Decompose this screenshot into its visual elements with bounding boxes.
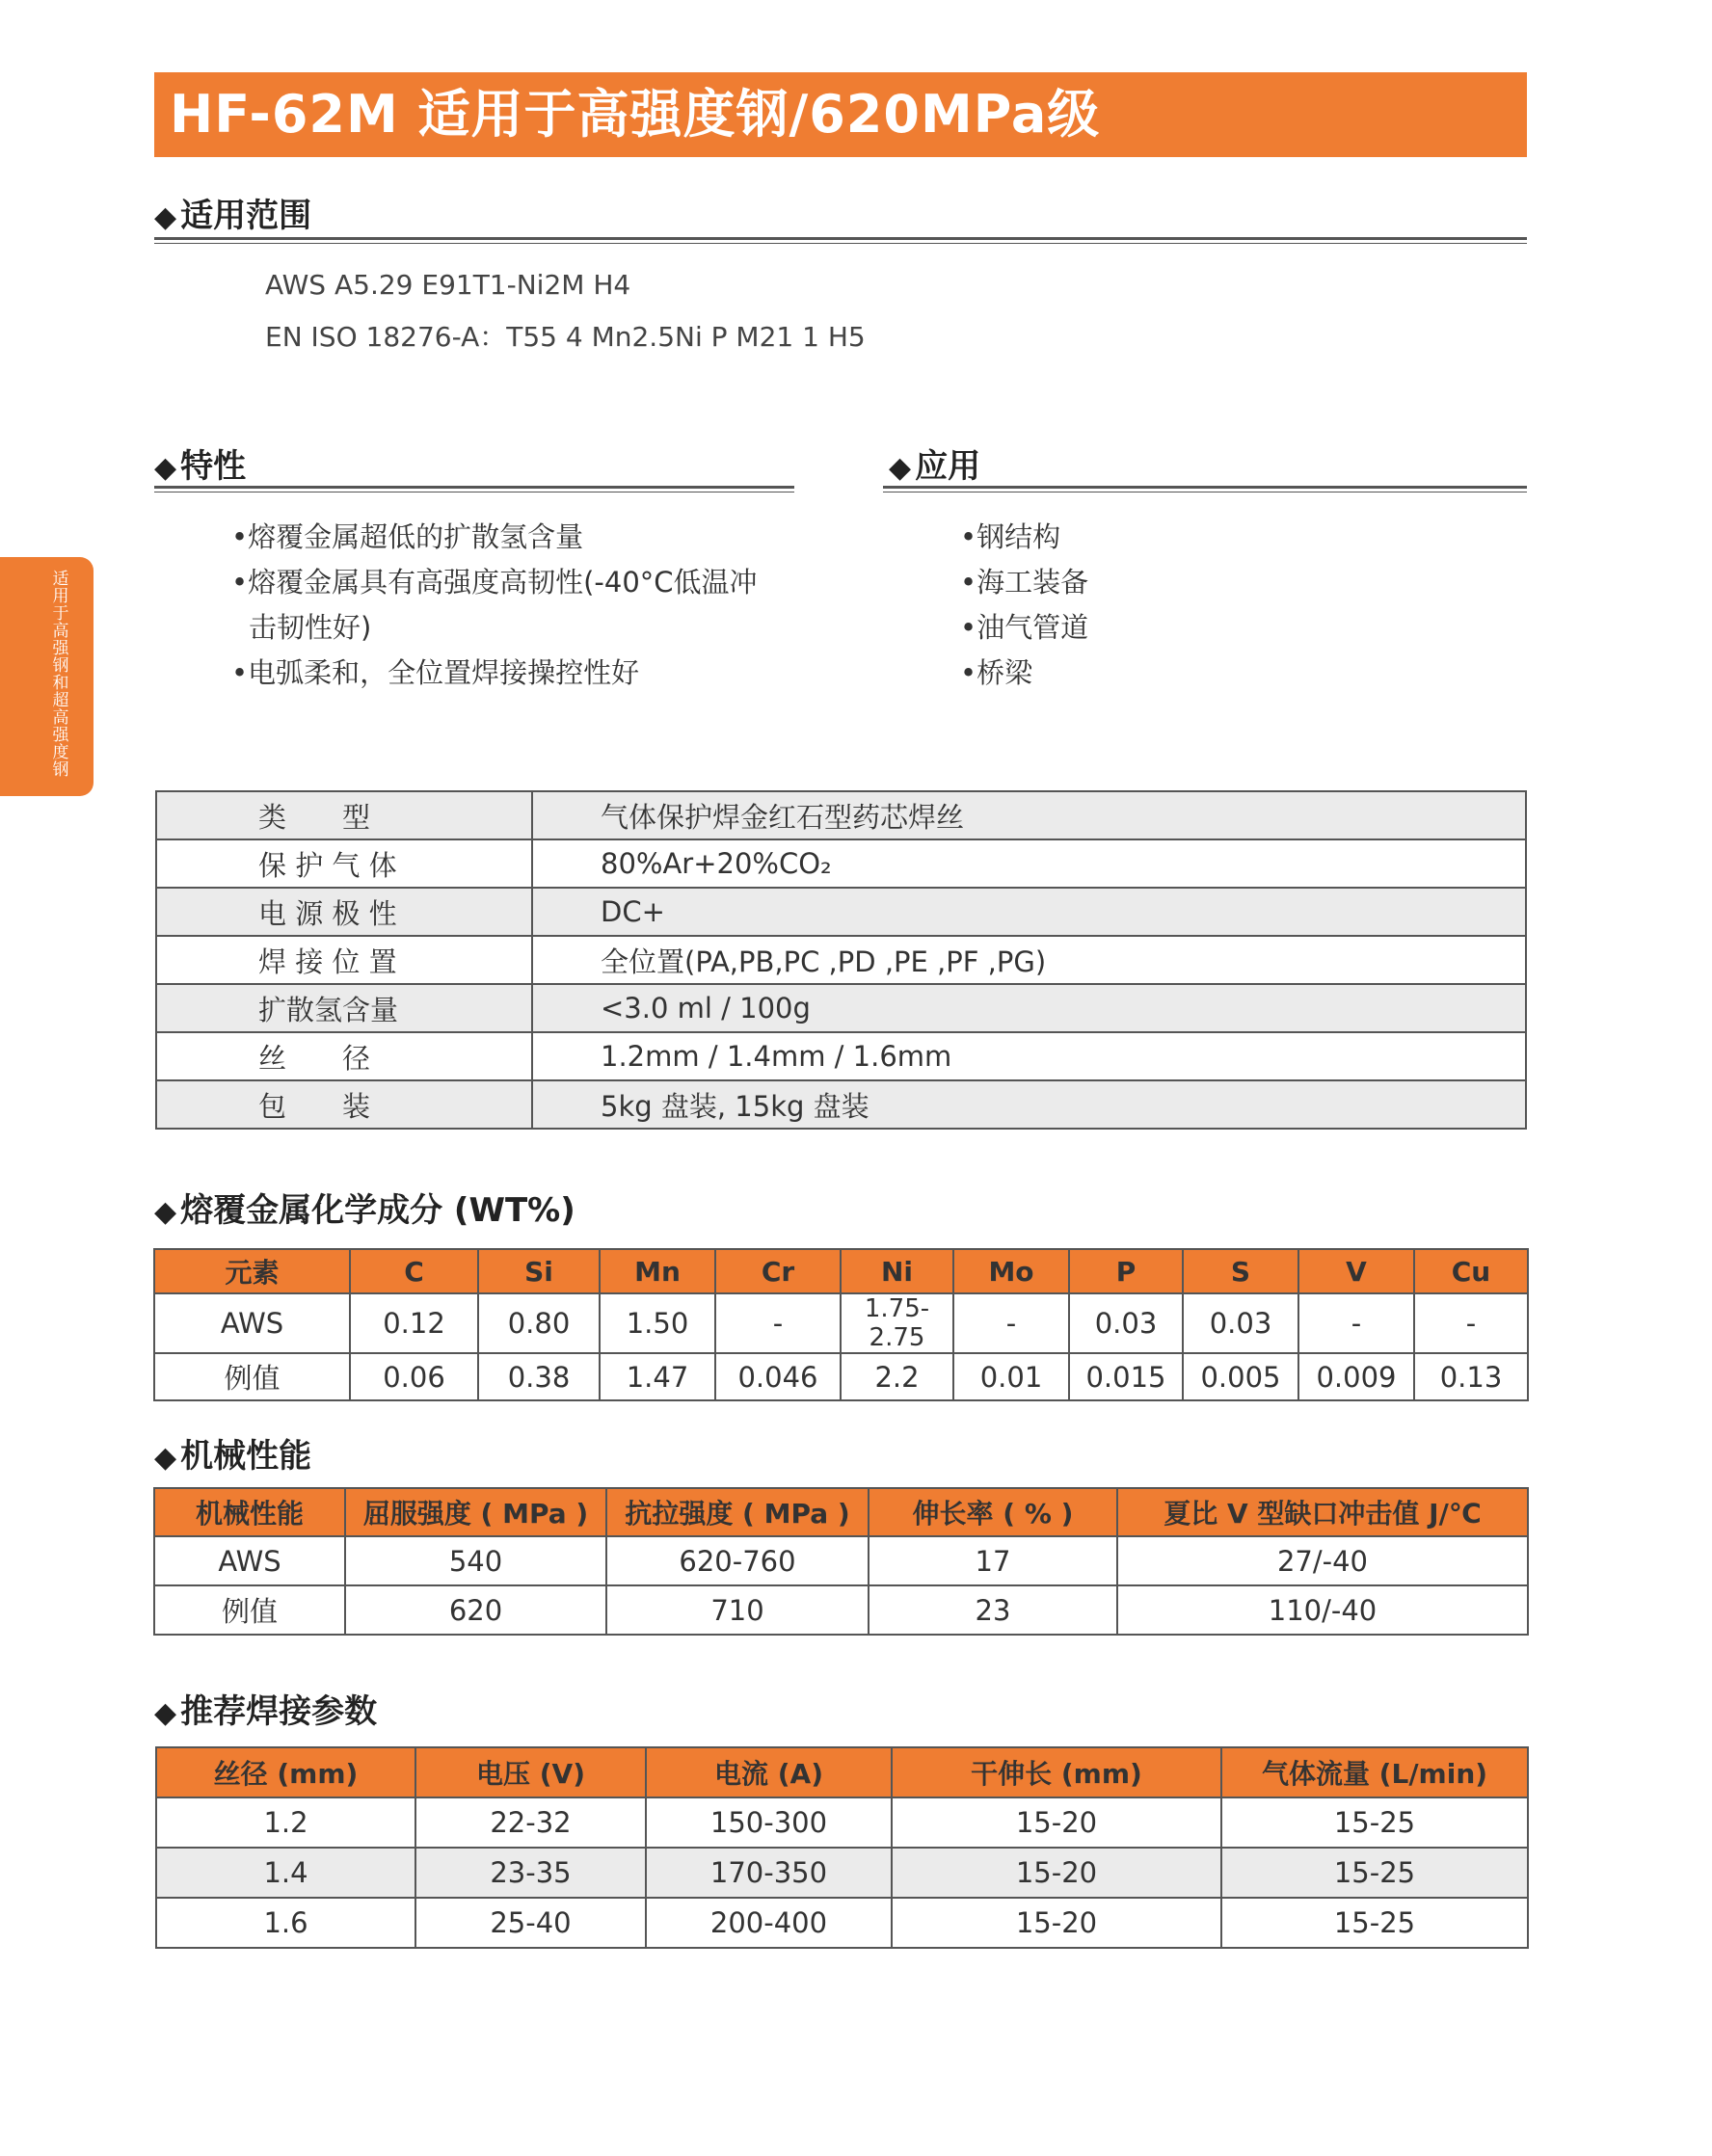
- spec-key: 类 型: [156, 791, 532, 839]
- table-row: [154, 1585, 1528, 1635]
- column-header: Ni: [841, 1249, 953, 1293]
- spec-value: <3.0 ml / 100g: [532, 984, 1526, 1032]
- table-header-row: [156, 1747, 1528, 1797]
- table-cell: 0.06: [350, 1353, 478, 1400]
- table-cell: 0.03: [1069, 1293, 1183, 1353]
- applications-heading: ◆ 应用: [889, 447, 981, 486]
- diamond-icon: ◆: [154, 451, 177, 485]
- diamond-icon: ◆: [154, 1441, 177, 1475]
- spec-key: 包 装: [156, 1080, 532, 1129]
- column-header: S: [1183, 1249, 1298, 1293]
- column-header: 抗拉强度 ( MPa ): [606, 1488, 869, 1536]
- applications-list: [960, 515, 1088, 696]
- table-cell: 例值: [154, 1353, 350, 1400]
- table-row: [156, 1898, 1528, 1948]
- table-cell: 15-25: [1221, 1848, 1528, 1898]
- diamond-icon: ◆: [889, 451, 912, 485]
- chem-table: [153, 1248, 1529, 1401]
- spec-key: 电 源 极 性: [156, 888, 532, 936]
- table-header-row: [154, 1249, 1528, 1293]
- spec-key: 丝 径: [156, 1032, 532, 1080]
- table-cell: 1.4: [156, 1848, 415, 1898]
- side-tab-label: 适用于高强钢和超高强度钢: [52, 570, 69, 780]
- features-heading: ◆ 特性: [154, 447, 247, 486]
- table-cell: 620-760: [606, 1536, 869, 1585]
- diamond-icon: ◆: [154, 1696, 177, 1730]
- table-cell: 23-35: [415, 1848, 646, 1898]
- table-cell: 1.47: [600, 1353, 715, 1400]
- column-header: 气体流量 (L/min): [1221, 1747, 1528, 1797]
- spec-key: 扩散氢含量: [156, 984, 532, 1032]
- table-cell: 200-400: [646, 1898, 892, 1948]
- table-cell: 17: [869, 1536, 1117, 1585]
- column-header: Si: [478, 1249, 600, 1293]
- column-header: Mn: [600, 1249, 715, 1293]
- table-row: [156, 1797, 1528, 1848]
- weld-table: [155, 1746, 1529, 1949]
- diamond-icon: ◆: [154, 200, 177, 234]
- table-cell: 0.03: [1183, 1293, 1298, 1353]
- table-cell: 1.50: [600, 1293, 715, 1353]
- page-title: HF-62M 适用于高强度钢/620MPa级: [154, 72, 1527, 157]
- table-cell: -: [953, 1293, 1069, 1353]
- table-row: [156, 791, 1526, 839]
- spec-value: DC+: [532, 888, 1526, 936]
- table-cell: 150-300: [646, 1797, 892, 1848]
- side-tab: [0, 557, 94, 796]
- table-cell: 23: [869, 1585, 1117, 1635]
- scope-standard-aws: AWS A5.29 E91T1-Ni2M H4: [265, 269, 631, 301]
- table-cell: 15-25: [1221, 1898, 1528, 1948]
- spec-value: 5kg 盘装, 15kg 盘装: [532, 1080, 1526, 1129]
- table-cell: -: [1298, 1293, 1414, 1353]
- chem-heading: ◆ 熔覆金属化学成分 (WT%): [154, 1191, 575, 1230]
- table-cell: 0.38: [478, 1353, 600, 1400]
- table-cell: 27/-40: [1117, 1536, 1528, 1585]
- table-cell: 0.046: [715, 1353, 841, 1400]
- list-item: •熔覆金属具有高强度高韧性(-40°C低温冲: [231, 566, 758, 599]
- features-list: [231, 515, 758, 696]
- column-header: 机械性能: [154, 1488, 345, 1536]
- table-row: [156, 1032, 1526, 1080]
- table-cell: 1.2: [156, 1797, 415, 1848]
- features-rule: [154, 486, 794, 492]
- column-header: Cr: [715, 1249, 841, 1293]
- table-cell: 0.13: [1414, 1353, 1528, 1400]
- column-header: V: [1298, 1249, 1414, 1293]
- table-cell: AWS: [154, 1293, 350, 1353]
- applications-rule: [883, 486, 1527, 492]
- table-cell: 620: [345, 1585, 606, 1635]
- weld-heading: ◆ 推荐焊接参数: [154, 1692, 378, 1731]
- spec-value: 80%Ar+20%CO₂: [532, 839, 1526, 888]
- table-cell: 0.12: [350, 1293, 478, 1353]
- table-cell: AWS: [154, 1536, 345, 1585]
- table-cell: -: [1414, 1293, 1528, 1353]
- scope-rule: [154, 237, 1527, 244]
- column-header: 电流 (A): [646, 1747, 892, 1797]
- column-header: 屈服强度 ( MPa ): [345, 1488, 606, 1536]
- column-header: C: [350, 1249, 478, 1293]
- spec-value: 1.2mm / 1.4mm / 1.6mm: [532, 1032, 1526, 1080]
- column-header: P: [1069, 1249, 1183, 1293]
- table-cell: 170-350: [646, 1848, 892, 1898]
- table-row: [156, 1080, 1526, 1129]
- column-header: 元素: [154, 1249, 350, 1293]
- mech-table: [153, 1487, 1529, 1636]
- spec-table: [155, 790, 1527, 1130]
- table-row: [156, 984, 1526, 1032]
- table-cell: 710: [606, 1585, 869, 1635]
- spec-key: 保 护 气 体: [156, 839, 532, 888]
- spec-value: 气体保护焊金红石型药芯焊丝: [532, 791, 1526, 839]
- table-cell: 15-20: [892, 1898, 1221, 1948]
- column-header: 干伸长 (mm): [892, 1747, 1221, 1797]
- table-cell: 15-25: [1221, 1797, 1528, 1848]
- table-row: [156, 1848, 1528, 1898]
- table-cell: 110/-40: [1117, 1585, 1528, 1635]
- table-cell: -: [715, 1293, 841, 1353]
- table-cell: 0.005: [1183, 1353, 1298, 1400]
- list-item: •熔覆金属超低的扩散氢含量: [231, 520, 584, 553]
- column-header: 伸长率 ( % ): [869, 1488, 1117, 1536]
- scope-standard-en-iso: EN ISO 18276-A：T55 4 Mn2.5Ni P M21 1 H5: [265, 321, 866, 353]
- column-header: 电压 (V): [415, 1747, 646, 1797]
- table-cell: 25-40: [415, 1898, 646, 1948]
- list-item: •钢结构: [960, 520, 1061, 553]
- table-cell: 1.6: [156, 1898, 415, 1948]
- table-header-row: [154, 1488, 1528, 1536]
- table-cell: 2.2: [841, 1353, 953, 1400]
- list-item: •电弧柔和，全位置焊接操控性好: [231, 656, 640, 689]
- list-item: •桥梁: [960, 656, 1033, 689]
- table-row: [154, 1293, 1528, 1353]
- table-row: [156, 936, 1526, 984]
- column-header: 夏比 V 型缺口冲击值 J/℃: [1117, 1488, 1528, 1536]
- table-cell: 0.015: [1069, 1353, 1183, 1400]
- table-cell: 例值: [154, 1585, 345, 1635]
- table-cell: 15-20: [892, 1797, 1221, 1848]
- table-row: [154, 1353, 1528, 1400]
- table-cell: 0.01: [953, 1353, 1069, 1400]
- table-cell: 15-20: [892, 1848, 1221, 1898]
- column-header: 丝径 (mm): [156, 1747, 415, 1797]
- table-cell: 1.75-2.75: [841, 1293, 953, 1353]
- table-cell: 0.009: [1298, 1353, 1414, 1400]
- table-cell: 540: [345, 1536, 606, 1585]
- table-cell: 0.80: [478, 1293, 600, 1353]
- column-header: Cu: [1414, 1249, 1528, 1293]
- list-item: 击韧性好): [249, 611, 372, 644]
- list-item: •油气管道: [960, 611, 1089, 644]
- spec-key: 焊 接 位 置: [156, 936, 532, 984]
- spec-value: 全位置(PA,PB,PC ,PD ,PE ,PF ,PG): [532, 936, 1526, 984]
- table-row: [156, 888, 1526, 936]
- table-row: [156, 839, 1526, 888]
- list-item: •海工装备: [960, 566, 1089, 599]
- diamond-icon: ◆: [154, 1195, 177, 1229]
- mech-heading: ◆ 机械性能: [154, 1437, 312, 1476]
- column-header: Mo: [953, 1249, 1069, 1293]
- table-row: [154, 1536, 1528, 1585]
- scope-heading: ◆ 适用范围: [154, 197, 312, 235]
- table-cell: 22-32: [415, 1797, 646, 1848]
